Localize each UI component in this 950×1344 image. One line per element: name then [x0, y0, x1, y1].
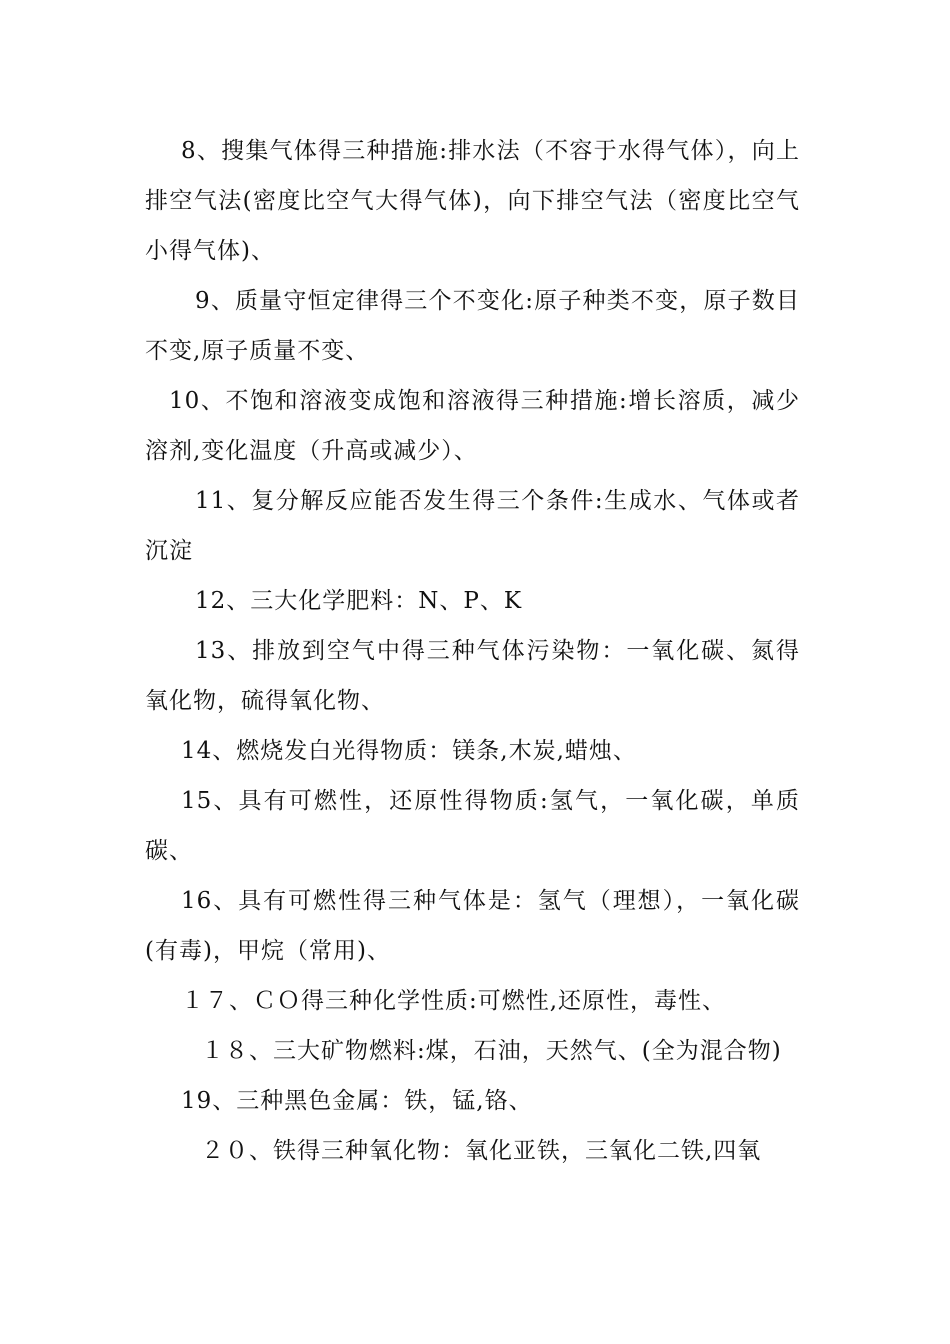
paragraph-8: 8、搜集气体得三种措施:排水法（不容于水得气体），向上排空气法(密度比空气大得气体)，向下排空气法（密度比空气小得气体)、 — [145, 138, 800, 264]
paragraph-15: 15、具有可燃性，还原性得物质:氢气，一氧化碳，单质碳、 — [145, 788, 800, 864]
paragraph-13: 13、排放到空气中得三种气体污染物：一氧化碳、氮得氧化物，硫得氧化物、 — [145, 638, 800, 714]
paragraph-20: ２０、铁得三种氧化物：氧化亚铁，三氧化二铁,四氧 — [201, 1138, 762, 1164]
paragraph-14: 14、燃烧发白光得物质：镁条,木炭,蜡烛、 — [181, 738, 637, 764]
paragraph-16: 16、具有可燃性得三种气体是：氢气（理想），一氧化碳(有毒)，甲烷（常用)、 — [145, 888, 800, 964]
document-body — [145, 126, 800, 1176]
paragraph-12: 12、三大化学肥料：N、P、K — [195, 588, 523, 614]
paragraph-11: 11、复分解反应能否发生得三个条件:生成水、气体或者沉淀 — [145, 488, 800, 564]
paragraph-18: １８、三大矿物燃料:煤，石油，天然气、(全为混合物) — [201, 1038, 782, 1064]
paragraph-10: 10、不饱和溶液变成饱和溶液得三种措施:增长溶质，减少溶剂,变化温度（升高或减少）、 — [145, 388, 800, 464]
paragraph-19: 19、三种黑色金属：铁，锰,铬、 — [181, 1088, 533, 1114]
paragraph-17: １７、ＣＯ得三种化学性质:可燃性,还原性，毒性、 — [181, 988, 727, 1014]
paragraph-9: 9、质量守恒定律得三个不变化:原子种类不变，原子数目不变,原子质量不变、 — [145, 288, 800, 364]
